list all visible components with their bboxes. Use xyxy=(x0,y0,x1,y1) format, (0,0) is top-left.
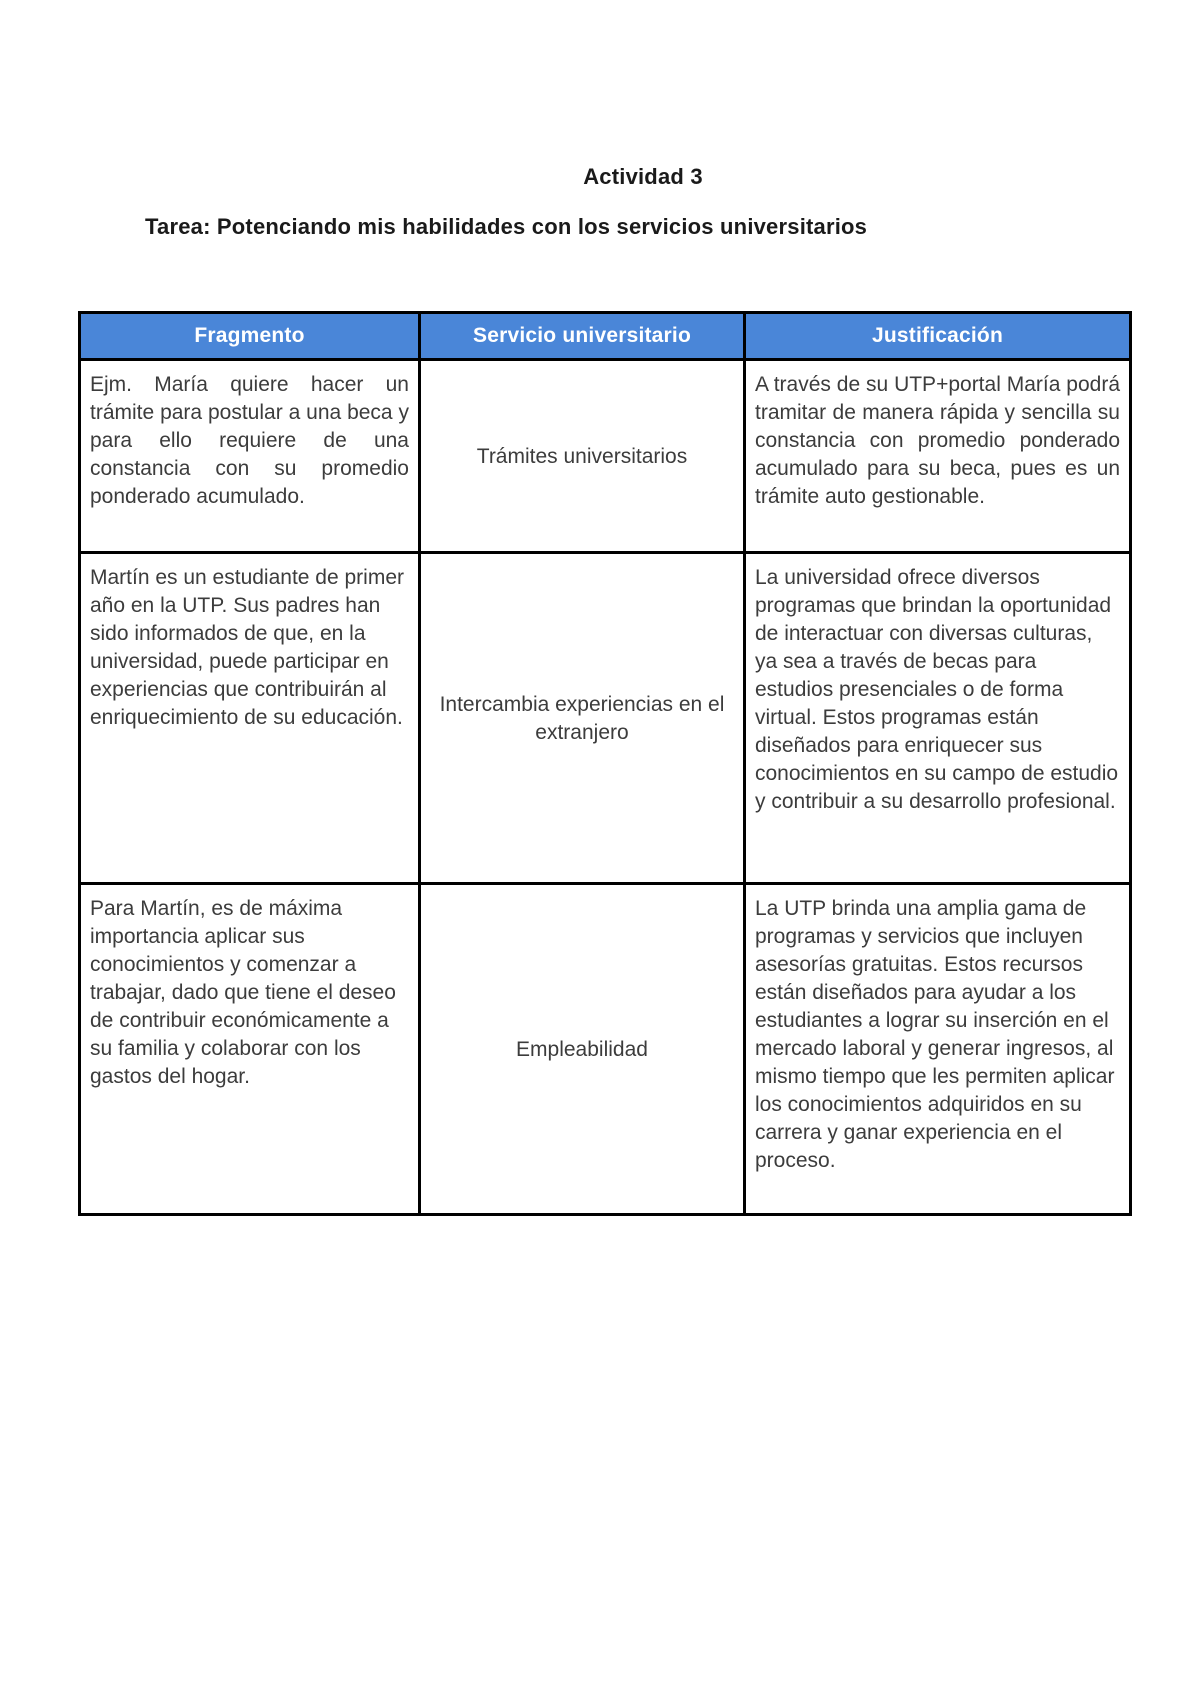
justification-cell: La UTP brinda una amplia gama de programas y servicios que incluyen asesorías gratuitas. Estos recursos están diseñados para ayudar a los estudiantes a lograr su inserción en el mercado laboral y generar ingresos, al mismo tiempo que les permiten aplicar los conocimientos adquiridos en su carrera y ganar experiencia en el proceso. xyxy=(745,884,1131,1215)
justification-cell: A través de su UTP+portal María podrá tramitar de manera rápida y sencilla su constancia con promedio ponderado acumulado para su beca, pues es un trámite auto gestionable. xyxy=(745,360,1131,553)
table-row xyxy=(80,884,1131,1215)
table-row xyxy=(80,360,1131,553)
header-service: Servicio universitario xyxy=(420,313,745,360)
page-title: Actividad 3 xyxy=(583,164,703,189)
fragment-cell: Ejm. María quiere hacer un trámite para postular a una beca y para ello requiere de una constancia con su promedio ponderado acumulado. xyxy=(80,360,420,553)
header-justification: Justificación xyxy=(745,313,1131,360)
service-cell: Intercambia experiencias en el extranjero xyxy=(420,553,745,884)
service-cell: Empleabilidad xyxy=(420,884,745,1215)
fragment-cell: Martín es un estudiante de primer año en la UTP. Sus padres han sido informados de que, en la universidad, puede participar en experiencias que contribuirán al enriquecimiento de su educación. xyxy=(80,553,420,884)
table-header-row xyxy=(80,313,1131,360)
header-fragment: Fragmento xyxy=(80,313,420,360)
fragment-cell: Para Martín, es de máxima importancia aplicar sus conocimientos y comenzar a trabajar, dado que tiene el deseo de contribuir económicamente a su familia y colaborar con los gastos del hogar. xyxy=(80,884,420,1215)
task-title: Tarea: Potenciando mis habilidades con los servicios universitarios xyxy=(145,214,868,239)
table-row xyxy=(80,553,1131,884)
service-cell: Trámites universitarios xyxy=(420,360,745,553)
justification-cell: La universidad ofrece diversos programas que brindan la oportunidad de interactuar con diversas culturas, ya sea a través de becas para estudios presenciales o de forma virtual. Estos programas están diseñados para enriquecer sus conocimientos en su campo de estudio y contribuir a su desarrollo profesional. xyxy=(745,553,1131,884)
services-table xyxy=(78,311,1132,1216)
